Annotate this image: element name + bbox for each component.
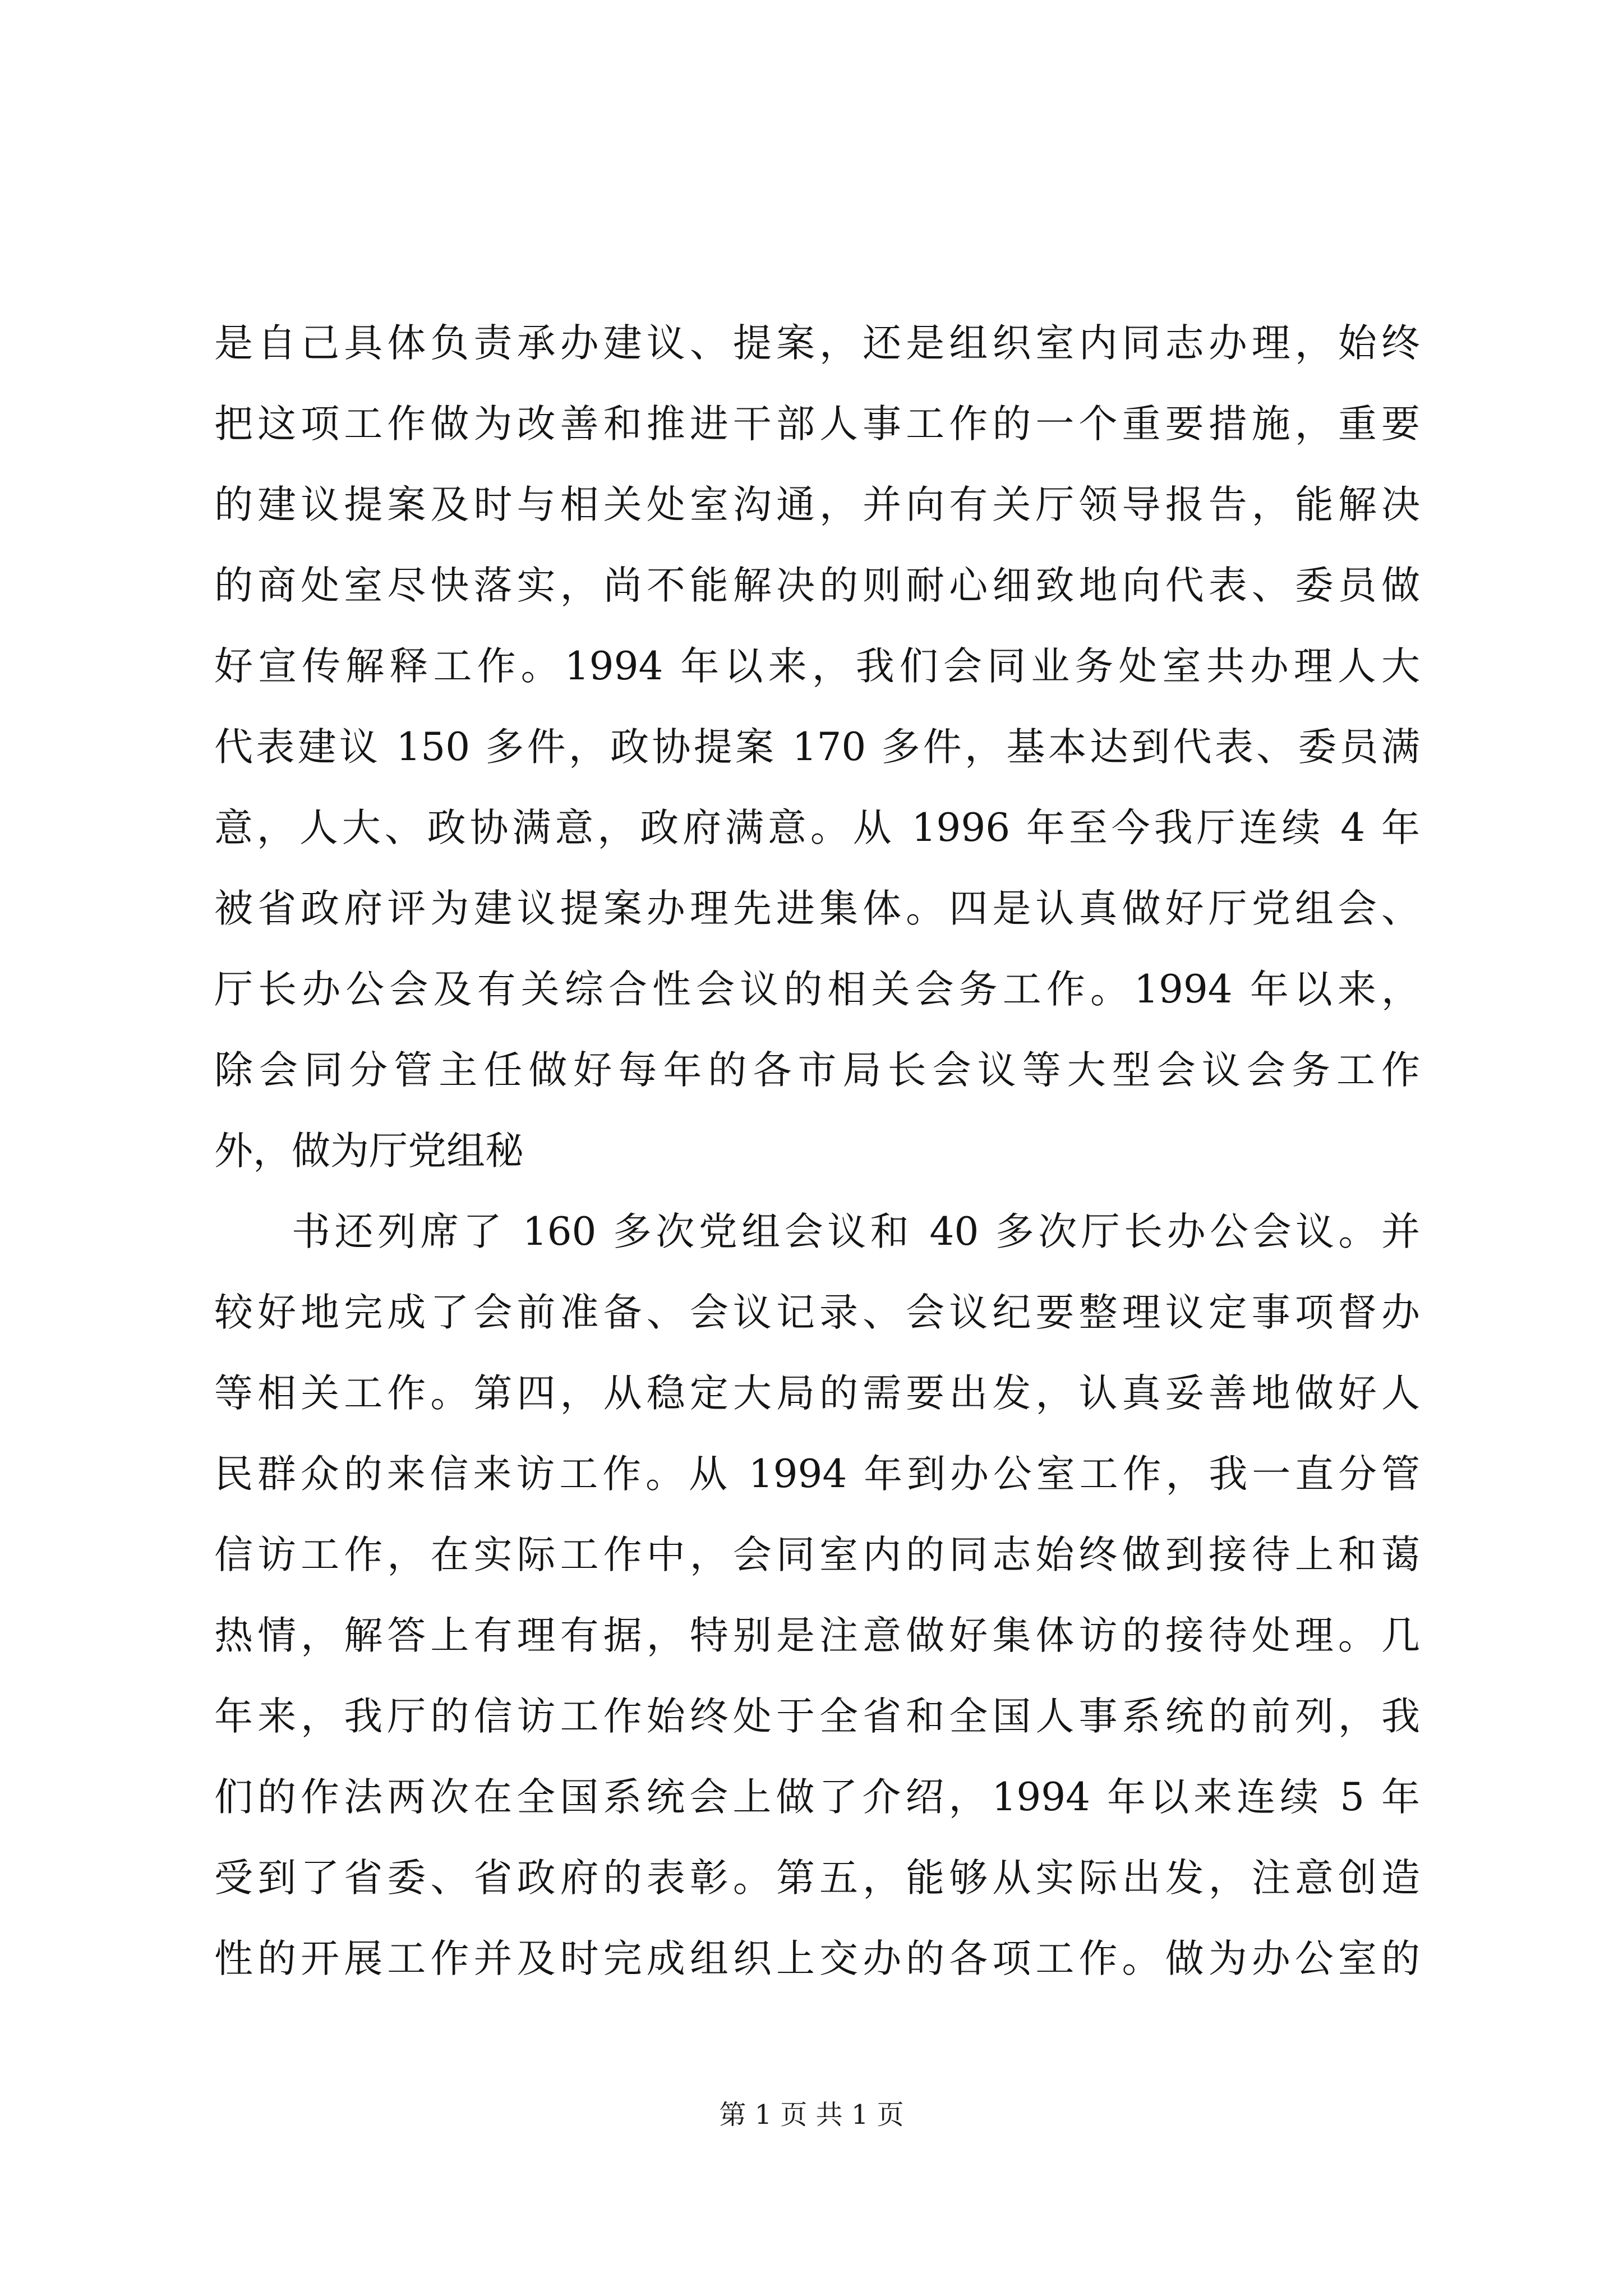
text-line: 的建议提案及时与相关处室沟通，并向有关厅领导报告，能解决 (214, 482, 1420, 527)
text-line: 外，做为厅党组秘 (214, 1129, 524, 1174)
text-line: 性的开展工作并及时完成组织上交办的各项工作。做为办公室的 (214, 1936, 1420, 1981)
text-line: 的商处室尽快落实，尚不能解决的则耐心细致地向代表、委员做 (214, 563, 1420, 608)
text-line: 年来，我厅的信访工作始终处于全省和全国人事系统的前列，我 (214, 1694, 1420, 1739)
text-line: 民群众的来信来访工作。从 1994 年到办公室工作，我一直分管 (214, 1452, 1420, 1497)
text-line: 厅长办公会及有关综合性会议的相关会务工作。1994 年以来， (214, 967, 1420, 1012)
text-line: 们的作法两次在全国系统会上做了介绍，1994 年以来连续 5 年 (214, 1775, 1420, 1820)
paragraph-first-line: 书还列席了 160 多次党组会议和 40 多次厅长办公会议。并 (292, 1209, 1420, 1254)
text-line: 等相关工作。第四，从稳定大局的需要出发，认真妥善地做好人 (214, 1371, 1420, 1416)
text-line: 受到了省委、省政府的表彰。第五，能够从实际出发，注意创造 (214, 1856, 1420, 1901)
text-line: 代表建议 150 多件，政协提案 170 多件，基本达到代表、委员满 (214, 725, 1420, 770)
text-line: 意，人大、政协满意，政府满意。从 1996 年至今我厅连续 4 年 (214, 806, 1420, 850)
text-line: 被省政府评为建议提案办理先进集体。四是认真做好厅党组会、 (214, 886, 1420, 931)
text-line: 除会同分管主任做好每年的各市局长会议等大型会议会务工作 (214, 1048, 1420, 1093)
body-text (214, 303, 1420, 1999)
page-footer (0, 2098, 1623, 2132)
text-line: 较好地完成了会前准备、会议记录、会议纪要整理议定事项督办 (214, 1290, 1420, 1335)
text-line: 热情，解答上有理有据，特别是注意做好集体访的接待处理。几 (214, 1613, 1420, 1658)
text-line: 信访工作，在实际工作中，会同室内的同志始终做到接待上和蔼 (214, 1533, 1420, 1577)
text-line: 是自己具体负责承办建议、提案，还是组织室内同志办理，始终 (214, 321, 1420, 366)
text-line: 好宣传解释工作。1994 年以来，我们会同业务处室共办理人大 (214, 644, 1420, 689)
page-number-label: 第 1 页 共 1 页 (719, 2099, 904, 2131)
text-line: 把这项工作做为改善和推进干部人事工作的一个重要措施，重要 (214, 402, 1420, 447)
